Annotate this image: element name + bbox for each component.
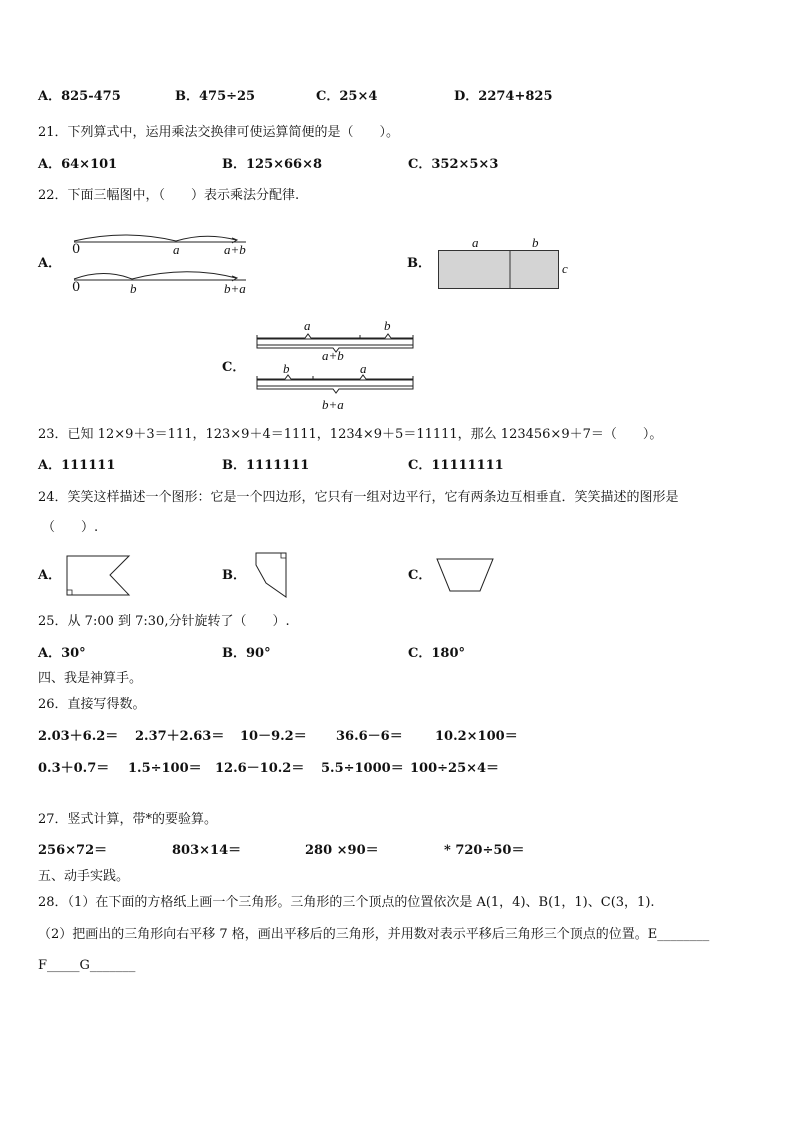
q23-stem: 23．已知 12×9＋3＝111，123×9＋4＝1111，1234×9＋5＝11111，那么 123456×9＋7＝（ ）。 xyxy=(38,427,663,442)
q27-stem: 27．竖式计算，带*的要验算。 xyxy=(38,812,218,827)
q27-item3: 280 ×90＝ xyxy=(305,843,379,858)
q20-option-a: A．825-475 xyxy=(38,89,121,104)
q22-a-label-b-plus-a: b+a xyxy=(224,281,246,296)
q22-a-zero-bottom: 0 xyxy=(72,280,81,295)
q24-shape-c xyxy=(436,557,496,595)
q20-option-c: C．25×4 xyxy=(316,89,378,104)
q22-label-a: A． xyxy=(38,256,62,271)
q22-c-label-a-plus-b: a+b xyxy=(322,348,344,363)
q22-a-zero-top: 0 xyxy=(72,242,81,257)
q21-option-c: C．352×5×3 xyxy=(408,157,499,172)
q27-item4: * 720÷50＝ xyxy=(444,843,525,858)
q26-row1-item3: 10－9.2＝ xyxy=(240,729,307,744)
q24-shape-a xyxy=(66,555,132,597)
q27-item1: 256×72＝ xyxy=(38,843,108,858)
q24-label-b: B． xyxy=(222,568,246,583)
q26-row1-item2: 2.37＋2.63＝ xyxy=(135,729,225,744)
q26-row1-item1: 2.03＋6.2＝ xyxy=(38,729,119,744)
q22-c-label-a-bottom: a xyxy=(360,361,367,376)
q20-option-d: D．2274+825 xyxy=(454,89,553,104)
q21-option-b: B．125×66×8 xyxy=(222,157,323,172)
q22-a-label-a-plus-b: a+b xyxy=(224,242,246,257)
q22-b-label-b: b xyxy=(532,235,539,250)
q24-stem-line1: 24．笑笑这样描述一个图形：它是一个四边形，它只有一组对边平行，它有两条边互相垂直．笑笑描述的图形是 xyxy=(38,490,679,505)
q25-stem: 25．从 7:00 到 7:30,分针旋转了（ ）. xyxy=(38,614,290,629)
q26-stem: 26．直接写得数。 xyxy=(38,697,146,712)
q22-figure-b xyxy=(438,250,560,290)
q26-row1-item4: 36.6－6＝ xyxy=(336,729,403,744)
q21-option-a: A．64×101 xyxy=(38,157,118,172)
q24-shape-b xyxy=(254,551,290,599)
q26-row2-item3: 12.6－10.2＝ xyxy=(215,761,305,776)
q26-row2-item1: 0.3＋0.7＝ xyxy=(38,761,110,776)
q22-a-label-a: a xyxy=(173,242,180,257)
q22-label-c: C． xyxy=(222,360,246,375)
q21-stem: 21．下列算式中，运用乘法交换律可使运算简便的是（ ）。 xyxy=(38,125,400,140)
q28-part2: （2）把画出的三角形向右平移 7 格，画出平移后的三角形，并用数对表示平移后三角形三个顶点的位置。E________ xyxy=(38,927,710,942)
q22-c-label-b-top: b xyxy=(384,318,391,333)
q25-option-c: C．180° xyxy=(408,646,465,661)
q22-c-label-b-plus-a: b+a xyxy=(322,397,344,412)
q22-label-b: B． xyxy=(407,256,431,271)
q22-c-label-a-top: a xyxy=(304,318,311,333)
q24-stem-line2: （ ）. xyxy=(42,520,99,535)
q25-option-b: B．90° xyxy=(222,646,271,661)
q27-item2: 803×14＝ xyxy=(172,843,242,858)
q23-option-b: B．1111111 xyxy=(222,458,310,473)
q22-b-label-c: c xyxy=(562,261,568,276)
q26-row2-item2: 1.5÷100＝ xyxy=(128,761,202,776)
q28-part3: F_____G_______ xyxy=(38,958,136,973)
q22-stem: 22．下面三幅图中，（ ）表示乘法分配律. xyxy=(38,188,300,203)
q24-label-a: A． xyxy=(38,568,62,583)
q24-label-c: C． xyxy=(408,568,432,583)
q23-option-c: C．11111111 xyxy=(408,458,504,473)
q28-part1: 28．（1）在下面的方格纸上画一个三角形。三角形的三个顶点的位置依次是 A(1，4)、B(1，1)、C(3，1). xyxy=(38,895,655,910)
section-5-heading: 五、动手实践。 xyxy=(38,869,130,884)
q26-row2-item5: 100÷25×4＝ xyxy=(410,761,500,776)
q26-row1-item5: 10.2×100＝ xyxy=(435,729,518,744)
q22-a-label-b: b xyxy=(130,281,137,296)
q20-option-b: B．475÷25 xyxy=(175,89,256,104)
q23-option-a: A．111111 xyxy=(38,458,116,473)
section-4-heading: 四、我是神算手。 xyxy=(38,671,143,686)
q22-c-label-b-bottom: b xyxy=(283,361,290,376)
q25-option-a: A．30° xyxy=(38,646,86,661)
q26-row2-item4: 5.5÷1000＝ xyxy=(321,761,404,776)
q22-b-label-a: a xyxy=(472,235,479,250)
